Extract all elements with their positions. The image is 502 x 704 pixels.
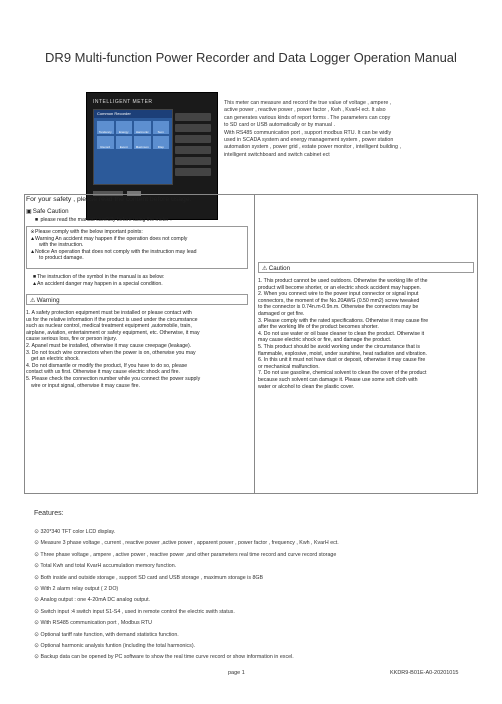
circle-bullet-icon: ⊙ bbox=[34, 608, 39, 615]
warning-triangle-icon: ▲ bbox=[30, 235, 36, 242]
intro-line: active power , reactive power , power factor , Kwh , KvarH ect. It also bbox=[224, 107, 386, 114]
warning-line: wire or input signal, otherwise it may cause fire. bbox=[31, 382, 140, 389]
feature-text: 320*340 TFT color LCD display. bbox=[40, 529, 116, 535]
device-keys bbox=[175, 113, 211, 179]
safe-caution-heading bbox=[26, 208, 69, 215]
device-brand: INTELLIGENT METER bbox=[93, 99, 153, 105]
feature-item bbox=[34, 630, 484, 641]
feature-text: With RS485 communication port , Modbus RTU bbox=[40, 620, 152, 627]
feature-text: Analog output : one 4-20mA DC analog output. bbox=[40, 597, 151, 604]
notice-line: to product damage. bbox=[39, 255, 84, 262]
circle-bullet-icon: ⊙ bbox=[34, 529, 39, 535]
warning-heading bbox=[26, 294, 248, 305]
caution-line: 6. In this unit it must not have dust or deposit, otherwise it may cause fire bbox=[258, 357, 426, 364]
device-screen bbox=[93, 109, 173, 185]
caution-line: water or alcohol to clean the plastic cover. bbox=[258, 383, 355, 390]
page-title: DR9 Multi-function Power Recorder and Data Logger Operation Manual bbox=[45, 50, 457, 65]
notice-line bbox=[30, 249, 244, 256]
instr-line bbox=[32, 274, 252, 281]
screen-cell: Tendency bbox=[97, 121, 114, 134]
caution-line: 7. Do not use gasoline, chemical solvent to clean the cover of the product bbox=[258, 370, 427, 377]
notice-text: Warning An accident may happen if the operation does not comply bbox=[35, 235, 188, 242]
caution-line: to the connector is 0.74n.m-0.9n.m. Otherwise the connectors may be bbox=[258, 304, 419, 311]
safe-caution-note bbox=[34, 217, 172, 223]
square-icon: ▣ bbox=[26, 208, 32, 215]
caution-line: 2. When you connect wire to the power input connector or signal input bbox=[258, 291, 419, 298]
feature-text: With 2 alarm relay output ( 2 DO) bbox=[40, 586, 119, 593]
page-number: page 1 bbox=[228, 670, 245, 676]
warning-line: cause serious loss, fire or person injury. bbox=[26, 336, 118, 343]
warning-line: such as nuclear control, medical treatment equipment ,automobile, train, bbox=[26, 323, 192, 330]
screen-cell: Sum bbox=[153, 121, 170, 134]
feature-item bbox=[34, 618, 484, 629]
feature-text: Both inside and outside storage , support SD card and USB storage , maximum storage is 8GB bbox=[40, 574, 264, 581]
circle-bullet-icon: ⊙ bbox=[34, 586, 39, 593]
circle-bullet-icon: ⊙ bbox=[34, 551, 39, 558]
feature-item bbox=[34, 527, 484, 538]
feature-text: Optional tariff rate function, with demand statistics function. bbox=[40, 631, 179, 638]
feature-item bbox=[34, 538, 484, 549]
circle-bullet-icon: ⊙ bbox=[34, 631, 39, 638]
caution-label: Caution bbox=[268, 265, 291, 272]
feature-item bbox=[34, 607, 484, 618]
warning-label: Warning bbox=[36, 297, 60, 304]
screen-cell: Disp bbox=[153, 136, 170, 149]
circle-bullet-icon: ⊙ bbox=[34, 563, 39, 570]
caution-line: connectors, the moment of the No.20AWG (0.50 mm2) screw tweaked bbox=[258, 297, 420, 304]
notice-line: with the instruction. bbox=[39, 242, 84, 249]
warning-line: get an electric shock. bbox=[31, 356, 80, 363]
warning-line: 2. Apanel must be installed, otherwise it may cause creepage (leakage). bbox=[26, 342, 192, 349]
screen-grid bbox=[94, 118, 172, 152]
screen-cell: Event bbox=[116, 136, 133, 149]
caution-text bbox=[258, 278, 474, 390]
feature-text: Total Kwh and total KvarH accumulation memory function. bbox=[40, 563, 177, 570]
intro-line: can generates various kinds of report forms . The parameters can copy bbox=[224, 114, 391, 121]
feature-item bbox=[34, 595, 484, 606]
warning-line: us for the relative information if the product is used under the circumstance bbox=[26, 316, 198, 323]
feature-item bbox=[34, 652, 484, 663]
feature-text: Optional harmonic analysis funtion (including the total harmonics). bbox=[40, 643, 196, 650]
device-key bbox=[175, 157, 211, 165]
intro-line: used in SCADA system and energy management system , power station bbox=[224, 137, 394, 144]
feature-item bbox=[34, 550, 484, 561]
bullet-icon: ■ bbox=[32, 274, 37, 280]
circle-bullet-icon: ⊙ bbox=[34, 643, 39, 650]
circle-bullet-icon: ⊙ bbox=[34, 654, 39, 661]
feature-text: Measure 3 phase voltage , current , reactive power ,active power , apparent power , power factor , frequency , Kwh , KvarH ect. bbox=[40, 540, 339, 547]
feature-item bbox=[34, 561, 484, 572]
instr-text: The instruction of the symbol in the manual is as below: bbox=[37, 274, 165, 280]
feature-item bbox=[34, 573, 484, 584]
screen-cell: Record bbox=[97, 136, 114, 149]
warning-triangle-icon: ▲ bbox=[32, 280, 38, 287]
instr-line bbox=[32, 281, 252, 288]
feature-text: Three phase voltage , ampere , active power , reactive power ,and other parameters real time record and curve record storage bbox=[40, 551, 337, 558]
warning-triangle-icon: ⚠ bbox=[262, 265, 268, 272]
warning-text bbox=[26, 310, 248, 389]
caution-line: 5. This product should be avoid working under the circumstance that is bbox=[258, 343, 420, 350]
warning-line: 5. Please check the connection number while you connect the power supply bbox=[26, 375, 201, 382]
caution-line: 1. This product cannot be used outdoors. Otherwise the working life of the bbox=[258, 278, 428, 284]
warning-line: 3. Do not touch wire connectors when the power is on, otherwise you may bbox=[26, 349, 196, 356]
caution-line: because such solvent can damage it. Please use some soft cloth with bbox=[258, 376, 418, 383]
device-key bbox=[175, 113, 211, 121]
caution-line: may cause electric shock or fire, and damage the product. bbox=[258, 337, 392, 344]
intro-paragraph bbox=[224, 100, 494, 159]
symbol-instruction bbox=[32, 274, 252, 287]
circle-bullet-icon: ⊙ bbox=[34, 574, 39, 581]
circle-bullet-icon: ⊙ bbox=[34, 540, 39, 547]
notice-text: Notice An operation that does not comply with the instruction may lead bbox=[35, 248, 197, 255]
intro-line: This meter can measure and record the true value of voltage , ampere , bbox=[224, 100, 392, 106]
caution-line: flammable, explosive, moist, under sunshine, heat radiation and vibration. bbox=[258, 350, 427, 357]
device-key bbox=[175, 168, 211, 176]
intro-line: intelligent switchboard and switch cabinet ect bbox=[224, 151, 330, 158]
warning-triangle-icon: ▲ bbox=[30, 248, 36, 255]
caution-line: damaged or get fire. bbox=[258, 310, 305, 317]
bullet-icon: ■ bbox=[34, 217, 39, 223]
asterisk-icon: ※ bbox=[30, 229, 35, 235]
caution-line: or mechanical malfunction. bbox=[258, 363, 320, 370]
screen-cell: Energy bbox=[116, 121, 133, 134]
warning-line: contact with us first. Otherwise it may cause electric shock and fire. bbox=[26, 369, 180, 376]
caution-heading bbox=[258, 262, 474, 273]
warning-line: 1. A safety protection equipment must be installed or please contact with bbox=[26, 310, 192, 316]
device-key bbox=[175, 146, 211, 154]
caution-line: product will become shorter, or an electric shock accident may happen. bbox=[258, 284, 421, 291]
panel-divider bbox=[254, 195, 255, 493]
notice-box bbox=[26, 226, 248, 269]
screen-cell: Harmonic bbox=[134, 121, 151, 134]
intro-line: With RS485 communication port , support modbus RTU. It can be widly bbox=[224, 129, 392, 136]
circle-bullet-icon: ⊙ bbox=[34, 597, 39, 604]
feature-text: Backup data can be opened by PC software to show the real time curve record or show information in excel. bbox=[40, 654, 294, 661]
caution-line: 4. Do not use water or oil base cleaner to clean the product. Otherwise it bbox=[258, 330, 425, 337]
notice-line bbox=[30, 236, 244, 243]
feature-item bbox=[34, 641, 484, 652]
safety-title: For your safety , please read the content before usage. bbox=[26, 196, 192, 203]
screen-header: Common Recorder bbox=[94, 110, 172, 118]
warning-triangle-icon: ⚠ bbox=[30, 297, 36, 304]
warning-line: airplane, aviation, entertainment or safety equipment, etc. Otherwise, it may bbox=[26, 329, 200, 336]
warning-line: 4. Do not dismantle or modify the product, If you have to do so, please bbox=[26, 362, 188, 369]
intro-line: automation system , power grid , estate power monitor , intelligent building , bbox=[224, 144, 401, 151]
instr-text: An accident danger may happen in a special condition. bbox=[37, 280, 163, 287]
feature-text: Switch input :4 switch input S1-S4 , used in remote control the electric swith status. bbox=[40, 608, 235, 615]
safe-caution-label: Safe Caution bbox=[32, 208, 69, 215]
caution-line: after the working life of the product becomes shorter. bbox=[258, 324, 379, 331]
device-key bbox=[175, 124, 211, 132]
caution-line: 3. Please comply with the rated specifications. Otherwise it may cause fire bbox=[258, 317, 429, 324]
device-key bbox=[175, 135, 211, 143]
feature-item bbox=[34, 584, 484, 595]
notice-line bbox=[30, 229, 244, 236]
intro-line: to SD card or USB automatically or by manual . bbox=[224, 122, 335, 129]
notice-text: Please comply with the below important points: bbox=[35, 229, 143, 235]
circle-bullet-icon: ⊙ bbox=[34, 620, 39, 627]
document-code: KKDR9-B01E-A0-20201015 bbox=[390, 670, 459, 676]
features-title: Features: bbox=[34, 510, 64, 517]
screen-cell: Maximum bbox=[134, 136, 151, 149]
features-list bbox=[34, 527, 484, 664]
safe-caution-sub: please read the manual carefully before using the meter . bbox=[40, 217, 172, 223]
